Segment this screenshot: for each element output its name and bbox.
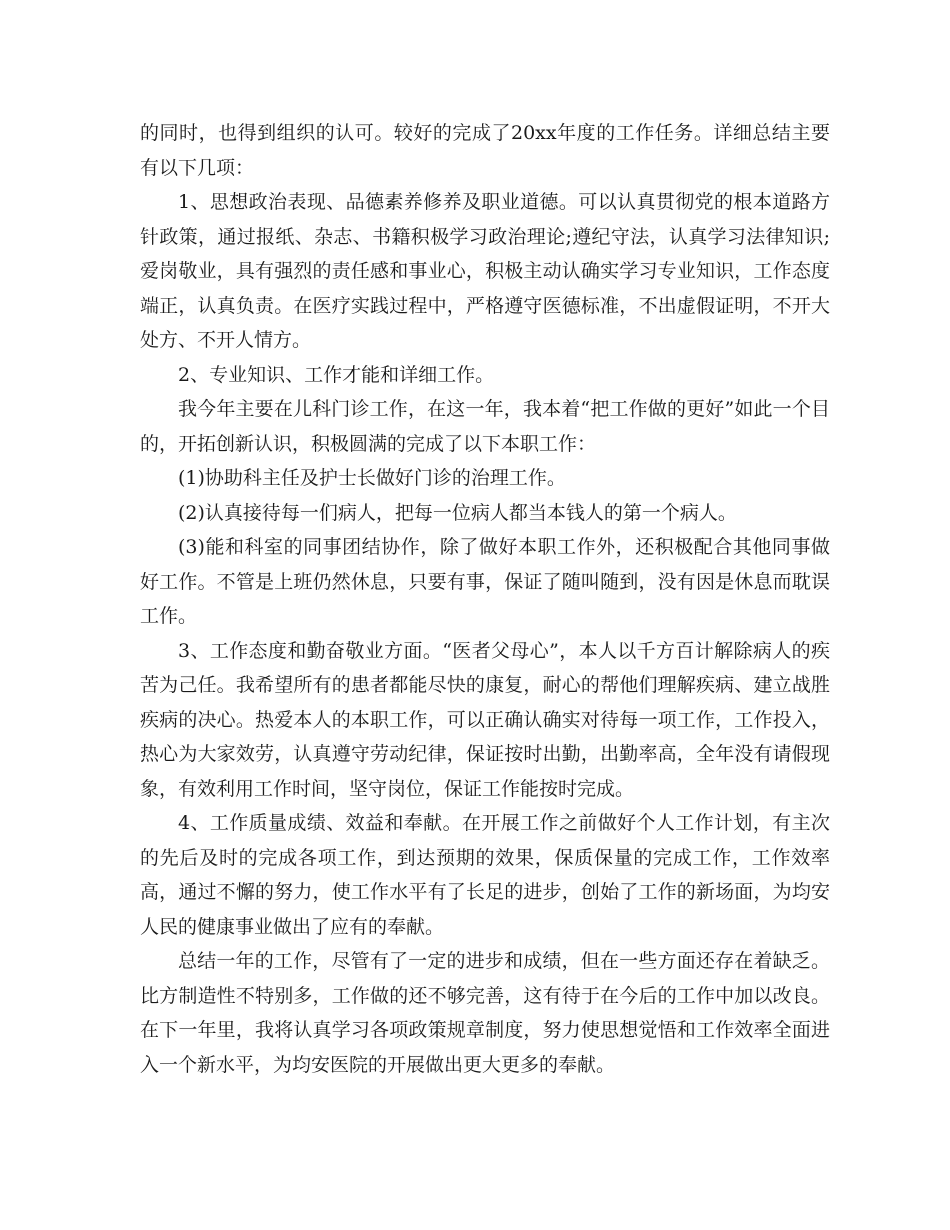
paragraph-item-2: (2)认真接待每一们病人，把每一位病人都当本钱人的第一个病人。 bbox=[178, 501, 737, 524]
paragraph-item-3: (3)能和科室的同事团结协作，除了做好本职工作外，还积极配合其他同事做好工作。不管是上班仍然休息，只要有事，保证了随叫随到，没有因是休息而耽误工作。 bbox=[140, 536, 830, 627]
paragraph-item-1: (1)协助科主任及护士长做好门诊的治理工作。 bbox=[178, 467, 566, 489]
paragraph-section-2-body: 我今年主要在儿科门诊工作，在这一年，我本着“把工作做的更好”如此一个目的，开拓创新认识，积极圆满的完成了以下本职工作： bbox=[140, 398, 830, 455]
paragraph-section-3: 3、工作态度和勤奋敬业方面。“医者父母心”，本人以千方百计解除病人的疾苦为己任。我希望所有的患者都能尽快的康复，耐心的帮他们理解疾病、建立战胜疾病的决心。热爱本人的本职工作，可以正确认确实对待每一项工作，工作投入，热心为大家效劳，认真遵守劳动纪律，保证按时出勤，出勤率高，全年没有请假现象，有效利用工作时间，坚守岗位，保证工作能按时完成。 bbox=[140, 639, 830, 800]
paragraph-intro-continuation: 的同时，也得到组织的认可。较好的完成了20xx年度的工作任务。详细总结主要有以下几项： bbox=[140, 122, 830, 179]
paragraph-section-2-heading: 2、专业知识、工作才能和详细工作。 bbox=[178, 363, 495, 386]
paragraph-conclusion: 总结一年的工作，尽管有了一定的进步和成绩，但在一些方面还存在着缺乏。比方制造性不特别多，工作做的还不够完善，这有待于在今后的工作中加以改良。在下一年里，我将认真学习各项政策规章制度，努力使思想觉悟和工作效率全面进入一个新水平，为均安医院的开展做出更大更多的奉献。 bbox=[140, 950, 830, 1076]
paragraph-section-1: 1、思想政治表现、品德素养修养及职业道德。可以认真贯彻党的根本道路方针政策，通过报纸、杂志、书籍积极学习政治理论;遵纪守法，认真学习法律知识;爱岗敬业，具有强烈的责任感和事业心，积极主动认确实学习专业知识，工作态度端正，认真负责。在医疗实践过程中，严格遵守医德标准，不出虚假证明，不开大处方、不开人情方。 bbox=[140, 191, 830, 351]
paragraph-section-4: 4、工作质量成绩、效益和奉献。在开展工作之前做好个人工作计划，有主次的先后及时的完成各项工作，到达预期的效果，保质保量的完成工作，工作效率高，通过不懈的努力，使工作水平有了长足的进步，创始了工作的新场面，为均安人民的健康事业做出了应有的奉献。 bbox=[140, 812, 830, 938]
document-page bbox=[140, 116, 830, 1082]
